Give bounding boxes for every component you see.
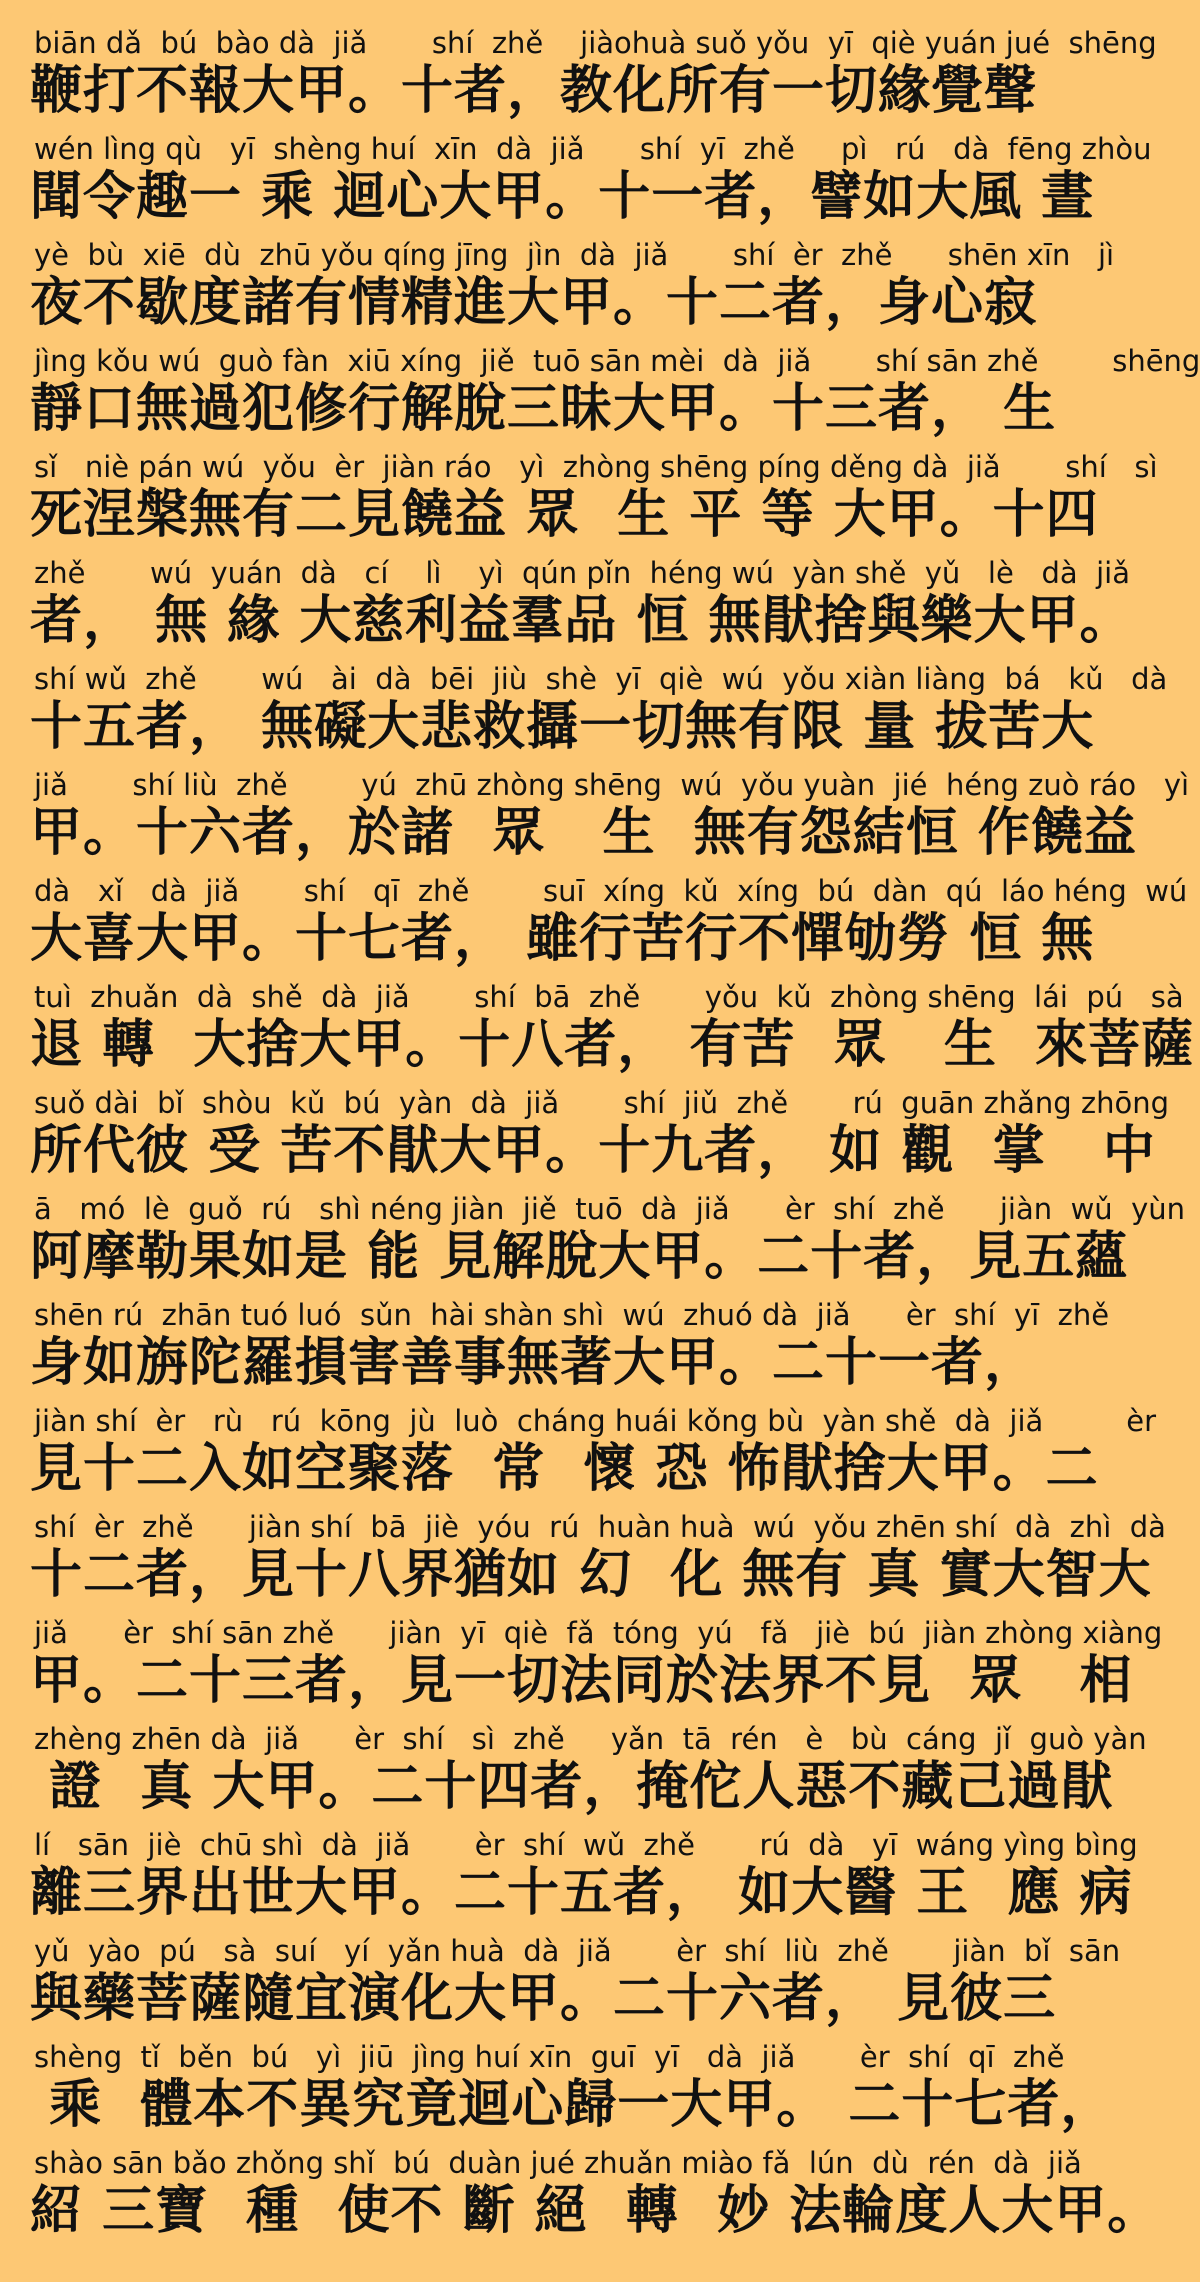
hanzi-line: 十五者， 無礙大悲救攝一切無有限 量 拔苦大 (30, 697, 1095, 757)
hanzi-line: 身如旃陀羅損害善事無著大甲。二十一者， (30, 1333, 1038, 1393)
text-line (0, 450, 1158, 556)
pinyin-line: yè bù xiē dù zhū yǒu qíng jīng jìn dà jiǎ shí èr zhě shēn xīn jì (34, 238, 1115, 272)
pinyin-line: lí sān jiè chū shì dà jiǎ èr shí wǔ zhě rú dà yī wáng yìng bìng (34, 1828, 1138, 1862)
pinyin-line: dà xǐ dà jiǎ shí qī zhě suī xíng kǔ xíng bú dàn qú láo héng wú (34, 874, 1188, 908)
text-line (0, 1298, 1110, 1404)
hanzi-line: 死涅槃無有二見饒益 眾 生 平 等 大甲。十四 (30, 485, 1099, 545)
hanzi-line: 甲。十六者，於諸 眾 生 無有怨結恒 作饒益 (30, 803, 1137, 863)
text-line (0, 132, 1152, 238)
text-line (0, 556, 1133, 662)
pinyin-line: tuì zhuǎn dà shě dà jiǎ shí bā zhě yǒu kǔ zhòng shēng lái pú sà (34, 980, 1184, 1014)
pinyin-line: jiǎ èr shí sān zhě jiàn yī qiè fǎ tóng yú fǎ jiè bú jiàn zhòng xiàng (34, 1616, 1163, 1650)
text-line (0, 1086, 1169, 1192)
pinyin-line: jiàn shí èr rù rú kōng jù luò cháng huái kǒng bù yàn shě dà jiǎ èr (34, 1404, 1157, 1438)
text-line (0, 238, 1115, 344)
pinyin-line: jìng kǒu wú guò fàn xiū xíng jiě tuō sān mèi dà jiǎ shí sān zhě shēng (34, 344, 1200, 378)
hanzi-line: 退 轉 大捨大甲。十八者， 有苦 眾 生 來菩薩 (30, 1015, 1195, 1075)
text-line (0, 1510, 1166, 1616)
pinyin-line: shí èr zhě jiàn shí bā jiè yóu rú huàn huà wú yǒu zhēn shí dà zhì dà (34, 1510, 1166, 1544)
hanzi-line: 十二者，見十八界猶如 幻 化 無有 真 實大智大 (30, 1545, 1152, 1605)
hanzi-line: 見十二入如空聚落 常 懷 恐 怖猒捨大甲。二 (30, 1439, 1099, 1499)
text-line (0, 1722, 1147, 1828)
pinyin-line: wén lìng qù yī shèng huí xīn dà jiǎ shí yī zhě pì rú dà fēng zhòu (34, 132, 1152, 166)
hanzi-line: 離三界出世大甲。二十五者， 如大醫 王 應 病 (30, 1863, 1133, 1923)
pinyin-line: shí wǔ zhě wú ài dà bēi jiù shè yī qiè wú yǒu xiàn liàng bá kǔ dà (34, 662, 1168, 696)
pinyin-line: zhě wú yuán dà cí lì yì qún pǐn héng wú yàn shě yǔ lè dà jiǎ (34, 556, 1130, 590)
hanzi-line: 甲。二十三者，見一切法同於法界不見 眾 相 (30, 1651, 1133, 1711)
pinyin-line: jiǎ shí liù zhě yú zhū zhòng shēng wú yǒu yuàn jié héng zuò ráo yì (34, 768, 1190, 802)
text-line (0, 1828, 1138, 1934)
text-line (0, 2040, 1114, 2146)
hanzi-line: 紹 三寶 種 使不 斷 絕 轉 妙 法輪度人大甲。 (30, 2181, 1161, 2241)
text-line (0, 1934, 1121, 2040)
text-line (0, 980, 1195, 1086)
text-line (0, 1404, 1157, 1510)
pinyin-line: zhèng zhēn dà jiǎ èr shí sì zhě yǎn tā rén è bù cáng jǐ guò yàn (34, 1722, 1147, 1756)
hanzi-line: 乘 體本不異究竟迴心歸一大甲。 二十七者， (30, 2075, 1114, 2135)
hanzi-line: 靜口無過犯修行解脫三昧大甲。十三者， 生 (30, 379, 1057, 439)
text-line (0, 874, 1188, 980)
text-line (0, 1192, 1186, 1298)
hanzi-line: 所代彼 受 苦不猒大甲。十九者， 如 觀 掌 中 (30, 1121, 1156, 1181)
pinyin-line: ā mó lè guǒ rú shì néng jiàn jiě tuō dà jiǎ èr shí zhě jiàn wǔ yùn (34, 1192, 1186, 1226)
text-line (0, 344, 1200, 450)
text-line (0, 768, 1190, 874)
pinyin-line: biān dǎ bú bào dà jiǎ shí zhě jiàohuà suǒ yǒu yī qiè yuán jué shēng (34, 26, 1157, 60)
hanzi-line: 聞令趣一 乘 迴心大甲。十一者，譬如大風 晝 (30, 167, 1095, 227)
pinyin-line: suǒ dài bǐ shòu kǔ bú yàn dà jiǎ shí jiǔ zhě rú guān zhǎng zhōng (34, 1086, 1169, 1120)
hanzi-line: 與藥菩薩隨宜演化大甲。二十六者， 見彼三 (30, 1969, 1057, 2029)
pinyin-line: yǔ yào pú sà suí yí yǎn huà dà jiǎ èr shí liù zhě jiàn bǐ sān (34, 1934, 1121, 1968)
pinyin-line: sǐ niè pán wú yǒu èr jiàn ráo yì zhòng shēng píng děng dà jiǎ shí sì (34, 450, 1158, 484)
hanzi-line: 夜不歇度諸有情精進大甲。十二者，身心寂 (30, 273, 1038, 333)
pinyin-line: shèng tǐ běn bú yì jiū jìng huí xīn guī yī dà jiǎ èr shí qī zhě (34, 2040, 1065, 2074)
text-line (0, 26, 1157, 132)
text-line (0, 1616, 1163, 1722)
hanzi-line: 證 真 大甲。二十四者，掩佗人惡不藏己過猒 (30, 1757, 1114, 1817)
pinyin-line: shēn rú zhān tuó luó sǔn hài shàn shì wú zhuó dà jiǎ èr shí yī zhě (34, 1298, 1110, 1332)
text-line (0, 662, 1168, 768)
hanzi-line: 者， 無 緣 大慈利益羣品 恒 無猒捨與樂大甲。 (30, 591, 1133, 651)
pinyin-line: shào sān bǎo zhǒng shǐ bú duàn jué zhuǎn miào fǎ lún dù rén dà jiǎ (34, 2146, 1082, 2180)
hanzi-line: 鞭打不報大甲。十者，教化所有一切緣覺聲 (30, 61, 1038, 121)
hanzi-line: 大喜大甲。十七者， 雖行苦行不憚劬勞 恒 無 (30, 909, 1095, 969)
text-line (0, 2146, 1161, 2252)
hanzi-line: 阿摩勒果如是 能 見解脫大甲。二十者，見五蘊 (30, 1227, 1129, 1287)
